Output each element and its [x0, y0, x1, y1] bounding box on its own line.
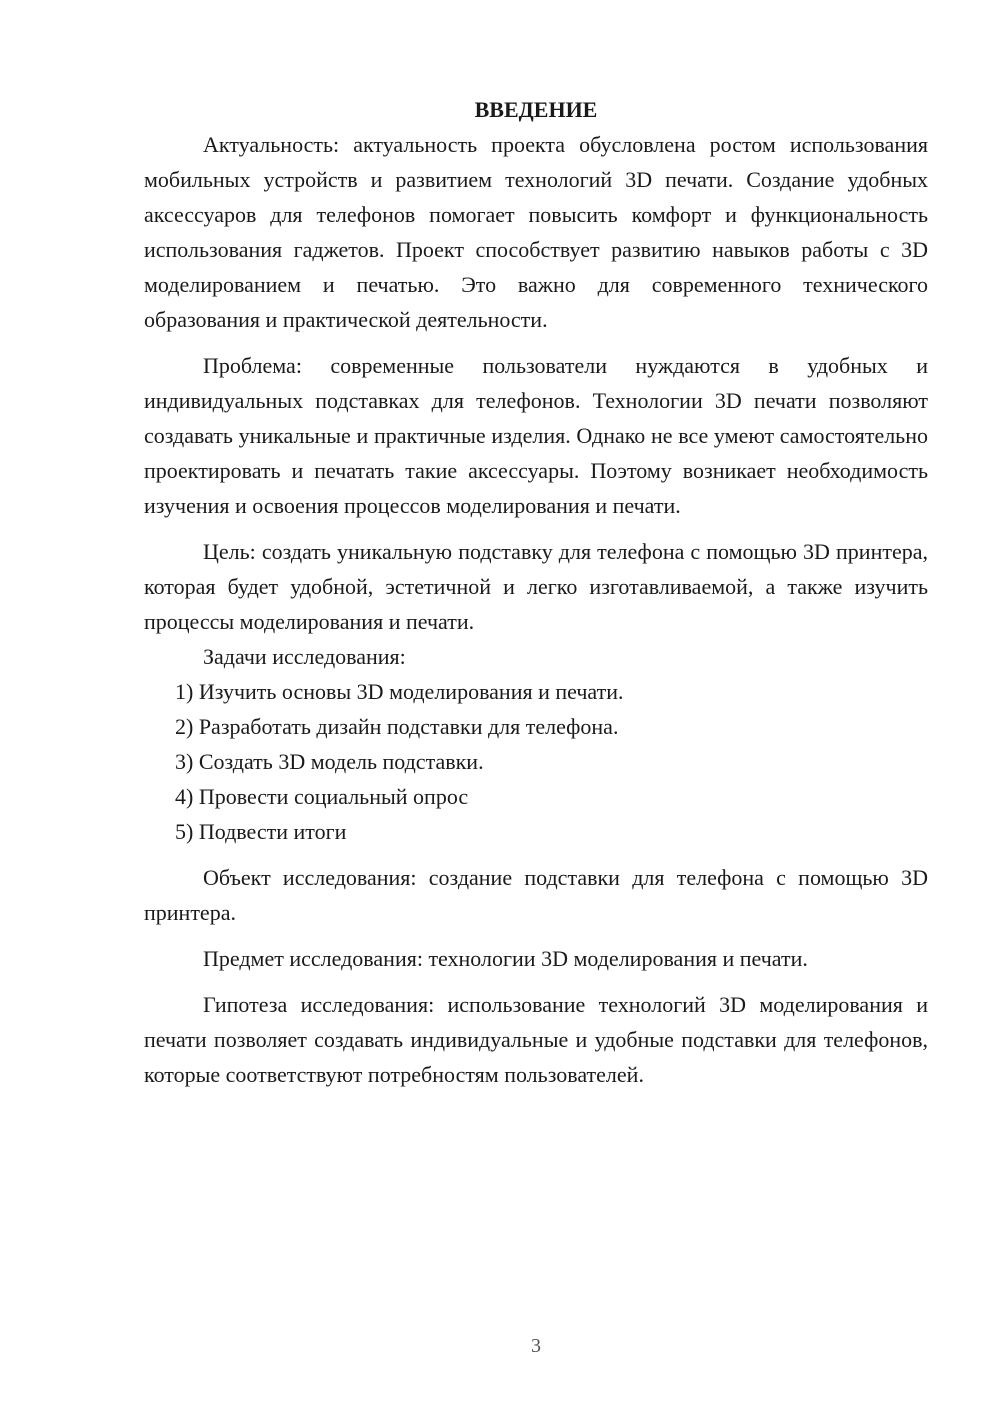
page-title: ВВЕДЕНИЕ	[474, 97, 598, 122]
task-item: 3) Создать 3D модель подставки.	[175, 749, 484, 774]
paragraph-object: Объект исследования: создание подставки для телефона с помощью 3D принтера.	[144, 865, 928, 925]
paragraph-subject: Предмет исследования: технологии 3D моделирования и печати.	[203, 946, 808, 971]
page-content	[144, 92, 928, 1092]
tasks-heading: Задачи исследования:	[203, 644, 406, 669]
task-item: 1) Изучить основы 3D моделирования и печати.	[175, 679, 624, 704]
task-item: 5) Подвести итоги	[175, 819, 347, 844]
tasks-list	[144, 674, 928, 849]
task-item: 2) Разработать дизайн подставки для телефона.	[175, 714, 619, 739]
paragraph-goal: Цель: создать уникальную подставку для телефона с помощью 3D принтера, которая будет удобной, эстетичной и легко изготавливаемой, а также изучить процессы моделирования и печати.	[144, 539, 928, 634]
paragraph-relevance: Актуальность: актуальность проекта обусловлена ростом использования мобильных устройств и развитием технологий 3D печати. Создание удобных аксессуаров для телефонов помогает повысить комфорт и функциональность использования гаджетов. Проект способствует развитию навыков работы с 3D моделированием и печатью. Это важно для современного технического образования и практической деятельности.	[144, 132, 928, 332]
paragraph-problem: Проблема: современные пользователи нуждаются в удобных и индивидуальных подставках для телефонов. Технологии 3D печати позволяют создавать уникальные и практичные изделия. Однако не все умеют самостоятельно проектировать и печатать такие аксессуары. Поэтому возникает необходимость изучения и освоения процессов моделирования и печати.	[144, 353, 928, 518]
paragraph-hypothesis: Гипотеза исследования: использование технологий 3D моделирования и печати позволяет создавать индивидуальные и удобные подставки для телефонов, которые соответствуют потребностям пользователей.	[144, 992, 928, 1087]
page-number: 3	[531, 1335, 541, 1357]
task-item: 4) Провести социальный опрос	[175, 784, 469, 809]
